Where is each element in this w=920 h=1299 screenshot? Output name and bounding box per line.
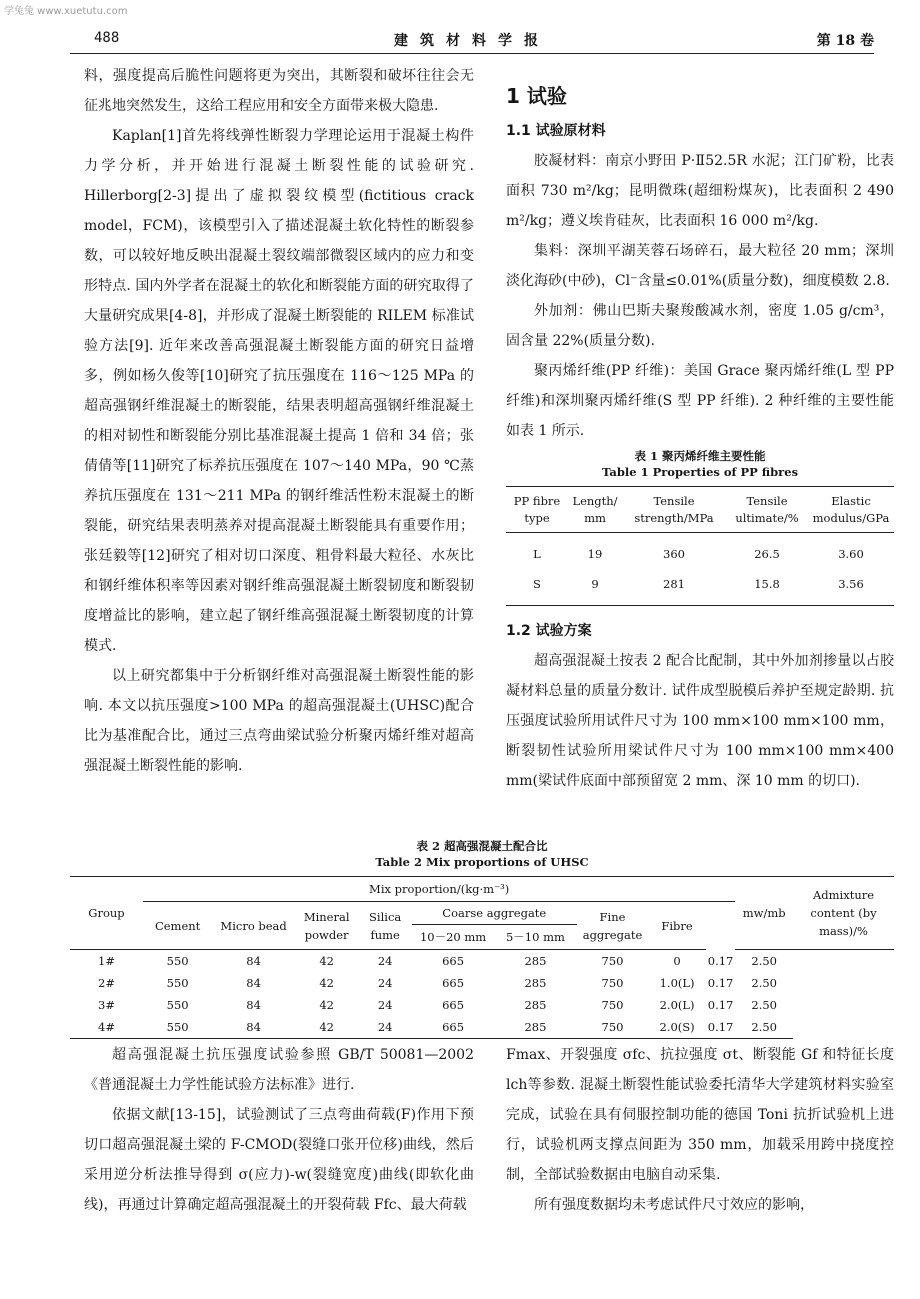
table-cell: 0 <box>673 954 681 968</box>
table-cell: 750 <box>601 954 624 968</box>
table-header: 5－10 mm <box>494 925 576 950</box>
table-cell: 360 <box>663 547 685 561</box>
paragraph: Fmax、开裂强度 σfc、抗拉强度 σt、断裂能 Gf 和特征长度 lch等参数. 混凝土断裂性能试验委托清华大学建筑材料实验室完成，试验在具有伺服控制功能的德国 Toni 抗折试验机上进行，试验机两支撑点间距为 350 mm，加载采用跨中挠度控制，全部试验数据由电脑自动采集. <box>506 1047 894 1183</box>
subsection-heading: 1.2 试验方案 <box>506 623 592 639</box>
table-header: Silica fume <box>358 902 411 950</box>
table-cell: 42 <box>319 954 334 968</box>
table-cell: 750 <box>601 976 624 990</box>
table-cell: 0.17 <box>707 998 734 1012</box>
paragraph: 所有强度数据均未考虑试件尺寸效应的影响， <box>534 1197 814 1213</box>
right-column <box>506 76 894 796</box>
fibre-properties-table <box>506 486 894 606</box>
table-caption-cn: 表 2 超高强混凝土配合比 <box>416 839 548 853</box>
table-cell: 2# <box>98 976 115 990</box>
running-header <box>70 30 874 52</box>
table-cell: 3.60 <box>838 547 864 561</box>
table-cell: 42 <box>319 976 334 990</box>
table-header: Mineral powder <box>295 902 359 950</box>
paragraph: 以上研究都集中于分析钢纤维对高强混凝土断裂性能的影响. 本文以抗压强度>100 MPa 的超高强混凝土(UHSC)配合比为基准配合比，通过三点弯曲梁试验分析聚丙烯纤维对超高强混凝土断裂性能的影响. <box>84 668 474 774</box>
table-cell: 84 <box>246 954 261 968</box>
table-cell: 84 <box>246 998 261 1012</box>
left-column <box>84 61 474 781</box>
table-cell: 2.0(L) <box>659 998 695 1012</box>
table-header: Micro bead <box>212 902 295 950</box>
table-cell: 3.56 <box>808 569 894 606</box>
table-header: Length/ mm <box>568 487 622 533</box>
table-cell: 665 <box>442 976 465 990</box>
table-cell: 281 <box>622 569 726 606</box>
subsection-heading: 1.1 试验原材料 <box>506 123 606 139</box>
table-cell: 750 <box>577 1016 649 1039</box>
table-row <box>506 569 894 606</box>
table-cell: 0.17 <box>707 976 734 990</box>
table-cell: 665 <box>442 998 465 1012</box>
table-cell: 24 <box>358 1016 411 1039</box>
table-header: Tensile strength/MPa <box>622 487 726 533</box>
table-header: Elastic modulus/GPa <box>808 487 894 533</box>
table-cell: 24 <box>377 954 393 968</box>
paragraph: Kaplan[1]首先将线弹性断裂力学理论运用于混凝土构件力学分析，并开始进行混凝土断裂性能的试验研究. Hillerborg[2-3]提出了虚拟裂纹模型(fictitious crack model，FCM)，该模型引入了描述混凝土软化特性的断裂参数，可以较好地反映出混凝土裂纹端部微裂区域内的应力和变形特点. 国内外学者在混凝土的软化和断裂能方面的研究取得了大量研究成果[4-8]，并形成了混凝土断裂能的 RILEM 标准试验方法[9]. 近年来改善高强混凝土断裂能方面的研究日益增多，例如杨久俊等[10]研究了抗压强度在 116～125 MPa 的超高强钢纤维混凝土的断裂能，结果表明超高强钢纤维混凝土的相对韧性和断裂能分别比基准混凝土提高 1 倍和 34 倍；张倩倩等[11]研究了标养抗压强度在 107～140 MPa，90 ℃蒸养抗压强度在 131～211 MPa 的钢纤维活性粉末混凝土的断裂能，研究结果表明蒸养对提高混凝土断裂能具有重要作用；张廷毅等[12]研究了相对切口深度、粗骨料最大粒径、水灰比和钢纤维体积率等因素对钢纤维高强混凝土断裂韧度和断裂韧度增益比的影响，建立起了钢纤维高强混凝土断裂韧度的计算模式. <box>84 128 474 654</box>
table-cell: L <box>533 547 541 561</box>
paragraph: 依据文献[13-15]，试验测试了三点弯曲荷载(F)作用下预切口超高强混凝土梁的 F-CMOD(裂缝口张开位移)曲线，然后采用逆分析法推导得到 σ(应力)-w(裂缝宽度)曲线(即软化曲线)，再通过计算确定超高强混凝土的开裂荷载 Ffc、最大荷载 <box>84 1107 474 1213</box>
table-row <box>70 950 894 973</box>
table-cell: 4# <box>70 1016 143 1039</box>
table-cell: 26.5 <box>754 547 780 561</box>
table-cell: 42 <box>319 998 334 1012</box>
section-heading: 1 试验 <box>506 84 567 108</box>
table-header: Mix proportion/(kg·m⁻³) <box>143 877 735 902</box>
header-rule <box>70 53 874 54</box>
table-cell: 750 <box>601 998 624 1012</box>
paragraph: 胶凝材料：南京小野田 P·Ⅱ52.5R 水泥；江门矿粉，比表面积 730 m²/kg；昆明微珠(超细粉煤灰)，比表面积 2 490 m²/kg；遵义埃肯硅灰，比表面积 16 000 m²/kg. <box>506 153 894 229</box>
table-cell: 550 <box>166 954 189 968</box>
table-cell: 2.0(S) <box>648 1016 705 1039</box>
paragraph: 超高强混凝土按表 2 配合比配制，其中外加剂掺量以占胶凝材料总量的质量分数计. 试件成型脱模后养护至规定龄期. 抗压强度试验所用试件尺寸为 100 mm×100 mm×100 mm，断裂韧性试验所用梁试件尺寸为 100 mm×100 mm×400 mm(梁试件底面中部预留宽 2 mm、深 10 mm 的切口). <box>506 653 894 789</box>
paragraph: 外加剂：佛山巴斯夫聚羧酸减水剂，密度 1.05 g/cm³，固含量 22%(质量分数). <box>506 303 894 349</box>
table-header: 10－20 mm <box>412 925 494 950</box>
table-cell: 84 <box>212 1016 295 1039</box>
table-caption-en: Table 1 Properties of PP fibres <box>601 465 799 479</box>
table-header: Cement <box>143 902 212 950</box>
table-cell: 2.50 <box>751 998 777 1012</box>
table-cell: 2.50 <box>751 954 777 968</box>
table-cell: 285 <box>494 1016 576 1039</box>
table-cell: 1# <box>98 954 115 968</box>
table-cell: 285 <box>524 976 547 990</box>
watermark: 学兔兔 www.xuetutu.com <box>4 6 128 17</box>
table-row <box>70 994 894 1016</box>
table-header: PP fibre type <box>506 487 568 533</box>
table-cell: 285 <box>524 954 547 968</box>
table-row <box>70 1016 894 1039</box>
table-cell: 285 <box>524 998 547 1012</box>
table-cell: 2.50 <box>735 1016 793 1039</box>
paragraph: 集料：深圳平湖芙蓉石场碎石，最大粒径 20 mm；深圳淡化海砂(中砂)，Cl⁻含量≤0.01%(质量分数)，细度模数 2.8. <box>506 243 894 289</box>
table-cell: 550 <box>143 1016 212 1039</box>
table-cell: 0.17 <box>707 953 734 968</box>
table-cell: 2.50 <box>751 976 777 990</box>
bottom-right-column <box>506 1040 894 1220</box>
table-cell: 550 <box>166 976 189 990</box>
table-header: Fine aggregate <box>577 902 649 950</box>
table-row <box>506 533 894 570</box>
table-cell: 84 <box>246 976 261 990</box>
table-2 <box>70 838 894 1039</box>
table-cell: 550 <box>166 998 189 1012</box>
journal-title: 建筑材料学报 <box>394 33 550 49</box>
table-1 <box>506 448 894 606</box>
table-row <box>70 972 894 994</box>
table-cell: 0.17 <box>706 1016 736 1039</box>
table-caption-cn: 表 1 聚丙烯纤维主要性能 <box>634 449 766 463</box>
table-cell: 1.0(L) <box>659 976 695 990</box>
table-header: Tensile ultimate/% <box>726 487 808 533</box>
paragraph: 聚丙烯纤维(PP 纤维)：美国 Grace 聚丙烯纤维(L 型 PP 纤维)和深圳聚丙烯纤维(S 型 PP 纤维). 2 种纤维的主要性能如表 1 所示. <box>506 363 894 439</box>
table-cell: 665 <box>412 1016 494 1039</box>
table-cell: 24 <box>377 998 393 1012</box>
table-caption-en: Table 2 Mix proportions of UHSC <box>375 855 589 869</box>
table-header: Group <box>70 877 143 950</box>
table-cell: 42 <box>295 1016 359 1039</box>
mix-proportion-table <box>70 876 894 1039</box>
table-cell: 665 <box>442 954 465 968</box>
table-header: mw/mb <box>735 877 793 950</box>
paragraph: 料，强度提高后脆性问题将更为突出，其断裂和破坏往往会无征兆地突然发生，这给工程应用和安全方面带来极大隐患. <box>84 68 474 114</box>
page-number: 488 <box>94 30 120 46</box>
table-cell: S <box>506 569 568 606</box>
table-cell: 15.8 <box>726 569 808 606</box>
table-cell: 24 <box>377 976 393 990</box>
table-header: Coarse aggregate <box>412 902 577 925</box>
table-header: Admixture content (by mass)/% <box>793 877 894 950</box>
bottom-left-column <box>84 1040 474 1220</box>
table-header: Fibre <box>648 902 705 950</box>
volume-label: 第 18 卷 <box>816 33 874 49</box>
paragraph: 超高强混凝土抗压强度试验参照 GB/T 50081—2002《普通混凝土力学性能试验方法标准》进行. <box>84 1047 474 1093</box>
table-cell: 9 <box>568 569 622 606</box>
table-cell: 19 <box>587 547 603 561</box>
table-cell: 3# <box>98 998 115 1012</box>
